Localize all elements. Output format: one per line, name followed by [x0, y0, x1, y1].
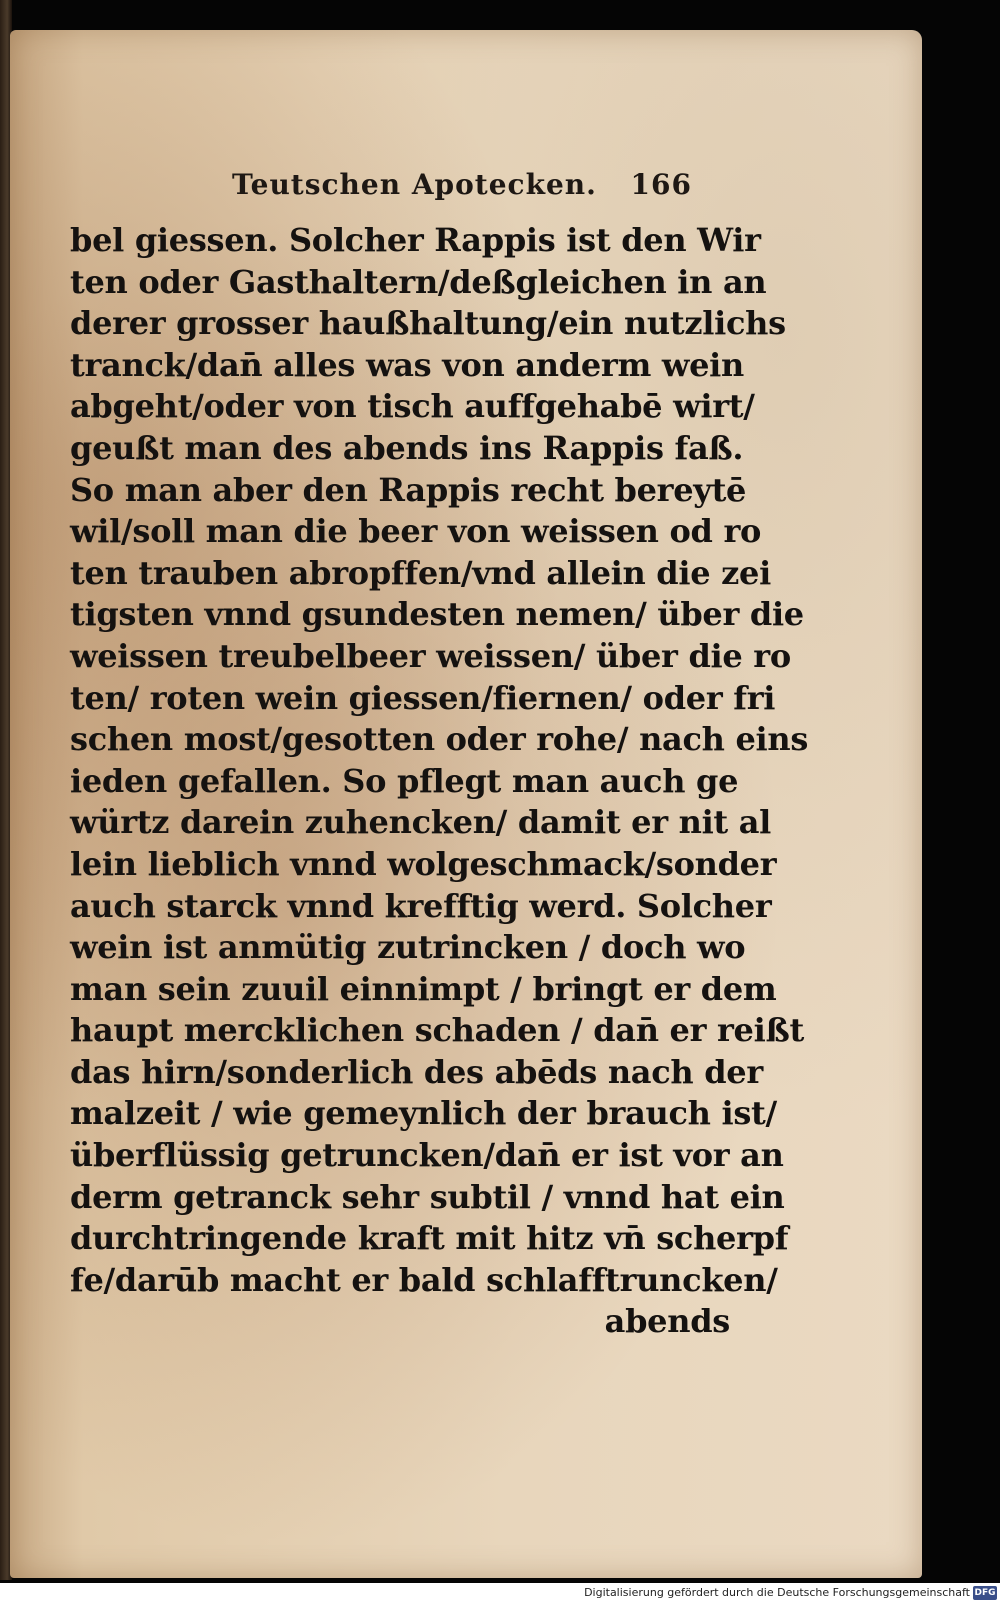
text-line: fe/darūb macht er bald schlafftruncken/	[70, 1260, 778, 1299]
text-line: haupt mercklichen schaden / dan̄ er reißt	[70, 1011, 804, 1050]
text-line: bel giessen. Solcher Rappis ist den Wir	[70, 221, 761, 259]
text-line: wein ist anmütig zutrincken / doch wo	[70, 928, 746, 967]
text-line: durchtringende kraft mit hitz vn̄ scherpf	[70, 1219, 789, 1258]
text-line: auch starck vnnd krefftig werd. Solcher	[70, 886, 772, 925]
text-line: weissen treubelbeer weissen/ über die ro	[70, 636, 791, 675]
text-line: lein lieblich vnnd wolgeschmack/sonder	[70, 844, 777, 883]
text-line: wil/soll man die beer von weissen od ro	[70, 512, 762, 551]
dfg-logo-icon: DFG	[974, 1588, 996, 1598]
body-text	[70, 220, 809, 1343]
text-line: überflüssig getruncken/dan̄ er ist vor an	[70, 1136, 784, 1175]
footer-bar	[0, 1583, 1000, 1603]
text-line: malzeit / wie gemeynlich der brauch ist/	[70, 1094, 777, 1133]
text-line: ieden gefallen. So pflegt man auch ge	[70, 761, 739, 800]
page-number: 166	[630, 168, 692, 201]
text-line: das hirn/sonderlich des abēds nach der	[70, 1052, 763, 1091]
text-line: man sein zuuil einnimpt / bringt er dem	[70, 969, 777, 1008]
text-line: abgeht/oder von tisch auffgehabē wirt/	[70, 387, 755, 426]
running-head	[232, 168, 692, 212]
text-line: schen most/gesotten oder rohe/ nach eins	[70, 720, 809, 759]
text-line: tranck/dan̄ alles was von anderm wein	[70, 345, 744, 384]
text-line: tigsten vnnd gsundesten nemen/ über die	[70, 595, 804, 634]
text-line: derer grosser haußhaltung/ein nutzlichs	[70, 304, 786, 343]
text-line: ten trauben abropffen/vnd allein die zei	[70, 553, 771, 592]
footer-credit: Digitalisierung gefördert durch die Deutsche Forschungsgemeinschaft	[584, 1586, 970, 1599]
running-title: Teutschen Apotecken.	[232, 168, 597, 201]
text-line: abends	[604, 1302, 730, 1341]
book-page	[10, 30, 922, 1578]
text-line: ten oder Gasthaltern/deßgleichen in an	[70, 262, 767, 301]
text-line: geußt man des abends ins Rappis faß.	[70, 428, 744, 467]
text-line: derm getranck sehr subtil / vnnd hat ein	[70, 1177, 785, 1216]
text-line: ten/ roten wein giessen/fiernen/ oder fri	[70, 678, 776, 717]
text-line: würtz darein zuhencken/ damit er nit al	[70, 803, 772, 842]
text-line: So man aber den Rappis recht bereytē	[70, 470, 747, 509]
